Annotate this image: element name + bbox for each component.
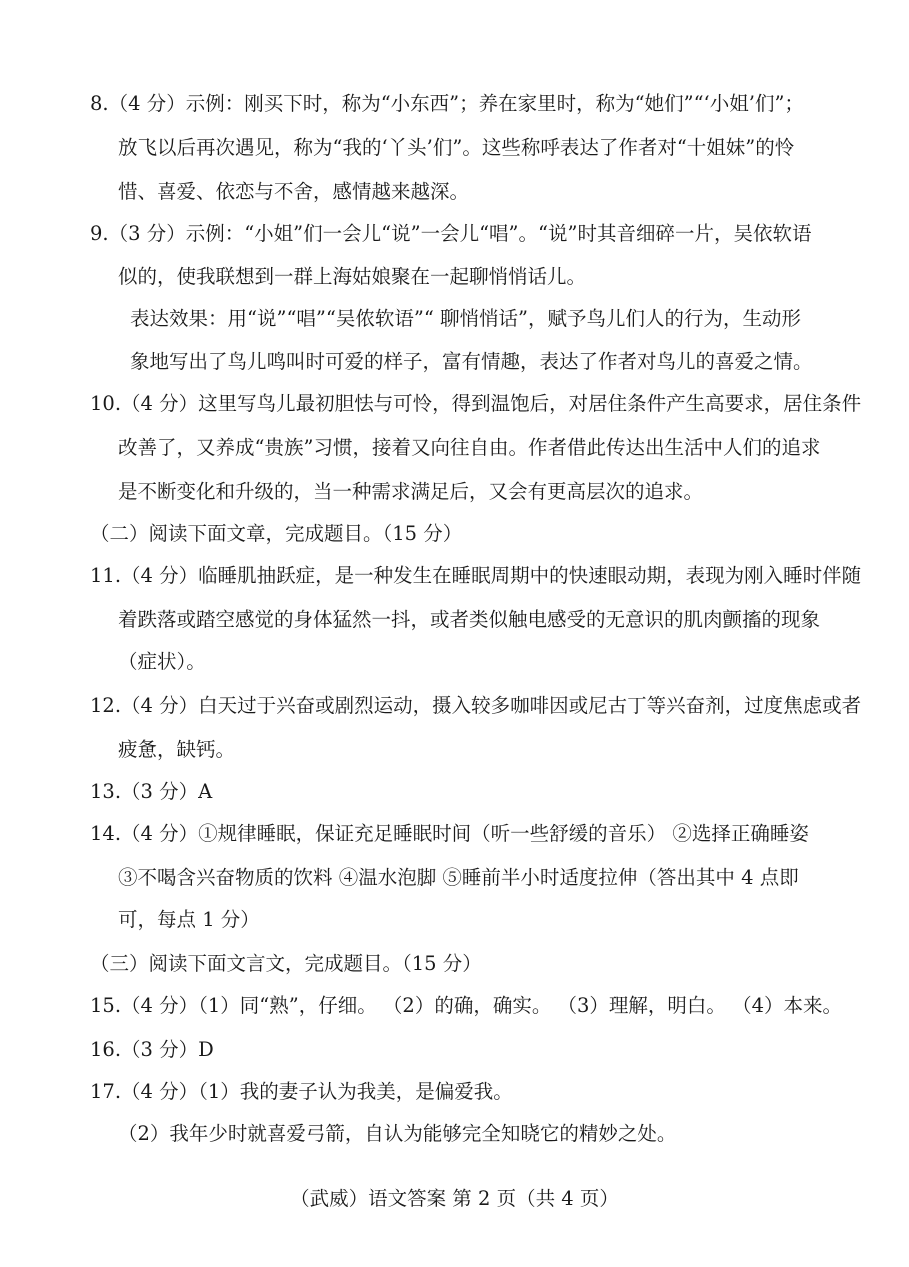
section-heading-3: （三）阅读下面文言文，完成题目。（15 分） <box>90 952 482 975</box>
answer-line-q15: 15.（4 分）（1）同“熟”，仔细。 （2）的确，确实。 （3）理解，明白。 （4）本来。 <box>90 994 843 1017</box>
answer-line-q16: 16.（3 分）D <box>90 1038 214 1061</box>
answer-line-q8-1: 8.（4 分）示例：刚买下时，称为“小东西”；养在家里时，称为“她们”“‘小姐’们”； <box>90 92 804 115</box>
answer-line-q17-1: 17.（4 分）（1）我的妻子认为我美，是偏爱我。 <box>90 1080 513 1103</box>
answer-line-q11-3: （症状）。 <box>118 650 206 673</box>
answer-line-q13: 13.（3 分）A <box>90 780 213 803</box>
answer-line-q11-1: 11.（4 分）临睡肌抽跃症，是一种发生在睡眠周期中的快速眼动期，表现为刚入睡时伴随 <box>90 564 862 587</box>
answer-line-q9-4: 象地写出了鸟儿鸣叫时可爱的样子，富有情趣，表达了作者对鸟儿的喜爱之情。 <box>130 350 813 373</box>
answer-line-q8-3: 惜、喜爱、依恋与不舍，感情越来越深。 <box>118 180 470 203</box>
answer-line-q11-2: 着跌落或踏空感觉的身体猛然一抖，或者类似触电感受的无意识的肌肉颤搐的现象 <box>118 608 821 631</box>
answer-line-q9-3: 表达效果：用“说”“唱”“吴侬软语”“ 聊悄悄话”，赋予鸟儿们人的行为，生动形 <box>130 307 801 330</box>
answer-line-q9-2: 似的，使我联想到一群上海姑娘聚在一起聊悄悄话儿。 <box>118 265 587 288</box>
page-footer: （武威）语文答案 第 2 页（共 4 页） <box>290 1187 619 1210</box>
answer-line-q17-2: （2）我年少时就喜爱弓箭，自认为能够完全知晓它的精妙之处。 <box>118 1122 677 1145</box>
answer-line-q10-2: 改善了，又养成“贵族”习惯，接着又向往自由。作者借此传达出生活中人们的追求 <box>118 436 821 459</box>
answer-line-q12-1: 12.（4 分）白天过于兴奋或剧烈运动，摄入较多咖啡因或尼古丁等兴奋剂，过度焦虑或者 <box>90 694 862 717</box>
answer-line-q14-2: ③不喝含兴奋物质的饮料 ④温水泡脚 ⑤睡前半小时适度拉伸（答出其中 4 点即 <box>118 866 799 889</box>
answer-line-q10-1: 10.（4 分）这里写鸟儿最初胆怯与可怜，得到温饱后，对居住条件产生高要求，居住条件 <box>90 392 862 415</box>
answer-line-q10-3: 是不断变化和升级的，当一种需求满足后，又会有更高层次的追求。 <box>118 480 704 503</box>
section-heading-2: （二）阅读下面文章，完成题目。（15 分） <box>90 522 463 545</box>
answer-line-q9-1: 9.（3 分）示例：“小姐”们一会儿“说”一会儿“唱”。“说”时其音细碎一片，吴依软语 <box>90 222 812 245</box>
answer-line-q14-3: 可，每点 1 分） <box>118 908 260 931</box>
answer-line-q12-2: 疲惫，缺钙。 <box>118 738 236 761</box>
answer-line-q14-1: 14.（4 分）①规律睡眠，保证充足睡眠时间（听一些舒缓的音乐） ②选择正确睡姿 <box>90 822 809 845</box>
answer-line-q8-2: 放飞以后再次遇见，称为“我的‘丫头’们”。这些称呼表达了作者对“十姐妹”的怜 <box>118 136 795 159</box>
